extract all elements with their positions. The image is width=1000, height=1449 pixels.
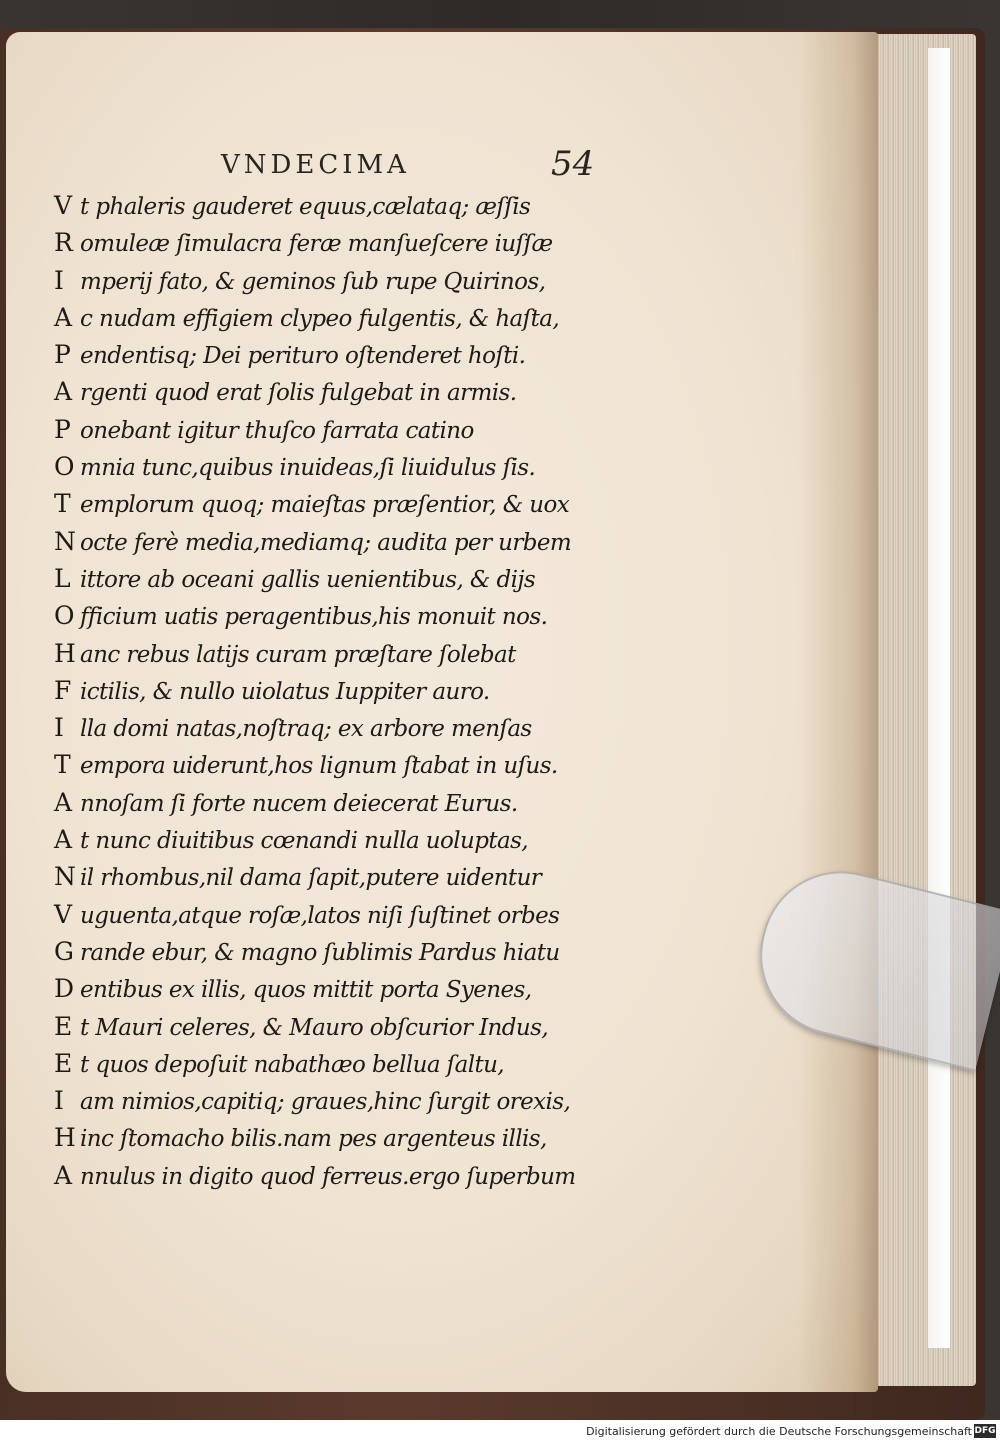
verse-initial: E xyxy=(54,1011,73,1041)
verse-text: c nudam effigiem clypeo fulgentis, & haſta, xyxy=(80,305,560,332)
verse-line xyxy=(54,299,674,336)
digitization-credit: Digitalisierung gefördert durch die Deutsche Forschungsgemeinschaft xyxy=(586,1425,972,1438)
verse-line xyxy=(54,821,674,858)
verse-line xyxy=(54,448,674,485)
running-title: VNDECIMA xyxy=(221,150,410,180)
verse-line xyxy=(54,709,674,746)
verse-text: fficium uatis peragentibus,his monuit nos. xyxy=(80,604,548,631)
verse-initial: P xyxy=(54,414,71,444)
verse-initial: T xyxy=(54,750,71,780)
verse-text: mnia tunc,quibus inuideas,ſi liuidulus ſis. xyxy=(80,455,536,482)
paper-edge xyxy=(928,48,950,1348)
verse-initial: A xyxy=(54,377,73,407)
verse-text: am nimios,capitiq; graues,hinc ſurgit orexis, xyxy=(80,1089,571,1116)
verse-text: mperij fato, & geminos ſub rupe Quirinos, xyxy=(80,268,546,295)
verse-initial: A xyxy=(54,825,73,855)
verse-initial: A xyxy=(54,1160,73,1190)
verse-line xyxy=(54,1082,674,1119)
verse-initial: V xyxy=(54,191,73,220)
verse-initial: I xyxy=(54,265,64,295)
verse-text: t nunc diuitibus cœnandi nulla uoluptas, xyxy=(80,828,529,855)
verse-text: inc ſtomacho bilis.nam pes argenteus illis, xyxy=(80,1126,547,1153)
verse-text: nnulus in digito quod ferreus.ergo ſuperbum xyxy=(80,1163,576,1190)
verse-text: il rhombus,nil dama ſapit,putere uidentur xyxy=(80,865,542,892)
verse-line xyxy=(54,262,674,299)
verse-initial: A xyxy=(54,787,73,817)
page-number: 54 xyxy=(551,144,595,184)
verse-line xyxy=(54,597,674,634)
verse-text: rgenti quod erat ſolis fulgebat in armis. xyxy=(80,380,517,407)
verse-text: t phaleris gauderet equus,cælataq; æſſis xyxy=(80,194,531,220)
verse-line xyxy=(54,485,674,522)
verse-initial: O xyxy=(54,601,75,631)
verse-initial: P xyxy=(54,340,71,370)
verse-initial: V xyxy=(54,899,73,929)
verse-initial: H xyxy=(54,638,76,668)
dfg-logo: DFG xyxy=(974,1426,996,1436)
verse-line xyxy=(54,784,674,821)
verse-initial: I xyxy=(54,713,64,743)
verse-initial: E xyxy=(54,1048,73,1078)
verse-text: onebant igitur thuſco farrata catino xyxy=(80,417,474,444)
verse-block xyxy=(54,187,674,1194)
verse-text: uguenta,atque roſæ,latos niſi ſuſtinet orbes xyxy=(80,902,560,929)
page-header xyxy=(66,144,626,190)
verse-initial: H xyxy=(54,1123,76,1153)
verse-text: lla domi natas,noſtraq; ex arbore menſas xyxy=(80,716,532,743)
verse-line xyxy=(54,970,674,1007)
verse-line xyxy=(54,411,674,448)
verse-line xyxy=(54,896,674,933)
verse-text: t quos depoſuit nabathæo bellua ſaltu, xyxy=(80,1051,505,1078)
verse-line xyxy=(54,1008,674,1045)
verse-line xyxy=(54,933,674,970)
verse-line xyxy=(54,1157,674,1194)
verse-line xyxy=(54,1045,674,1082)
verse-line xyxy=(54,523,674,560)
verse-initial: D xyxy=(54,974,75,1004)
verse-line xyxy=(54,858,674,895)
verse-text: empora uiderunt,hos lignum ſtabat in uſus. xyxy=(80,753,558,780)
verse-text: t Mauri celeres, & Mauro obſcurior Indus, xyxy=(80,1014,549,1041)
verse-initial: G xyxy=(54,936,74,966)
verse-line xyxy=(54,635,674,672)
verse-text: ittore ab oceani gallis uenientibus, & dijs xyxy=(80,566,536,593)
verse-text: rande ebur, & magno ſublimis Pardus hiatu xyxy=(80,939,560,966)
verse-text: anc rebus latijs curam præſtare ſolebat xyxy=(80,641,516,668)
verse-text: entibus ex illis, quos mittit porta Syenes, xyxy=(80,977,532,1004)
book-page xyxy=(6,32,878,1392)
verse-text: nnoſam ſi forte nucem deiecerat Eurus. xyxy=(80,790,518,817)
gutter-shadow xyxy=(798,32,878,1392)
verse-initial: A xyxy=(54,302,73,332)
verse-initial: R xyxy=(54,228,73,258)
verse-line xyxy=(54,224,674,261)
verse-line xyxy=(54,746,674,783)
verse-line xyxy=(54,187,674,224)
verse-text: endentisq; Dei perituro oſtenderet hoſti. xyxy=(80,343,526,370)
verse-initial: F xyxy=(54,675,72,705)
verse-initial: O xyxy=(54,452,75,482)
verse-line xyxy=(54,373,674,410)
verse-line xyxy=(54,336,674,373)
verse-initial: T xyxy=(54,489,71,519)
verse-text: octe ferè media,mediamq; audita per urbem xyxy=(80,529,572,556)
verse-initial: N xyxy=(54,862,76,892)
verse-initial: L xyxy=(54,563,71,593)
verse-initial: N xyxy=(54,526,76,556)
verse-initial: I xyxy=(54,1086,64,1116)
verse-line xyxy=(54,560,674,597)
verse-text: ictilis, & nullo uiolatus Iuppiter auro. xyxy=(80,678,490,705)
verse-line xyxy=(54,672,674,709)
verse-line xyxy=(54,1119,674,1156)
verse-text: emplorum quoq; maieſtas præſentior, & uox xyxy=(80,492,570,519)
verse-text: omuleæ ſimulacra feræ manſueſcere iuſſæ xyxy=(80,231,553,258)
